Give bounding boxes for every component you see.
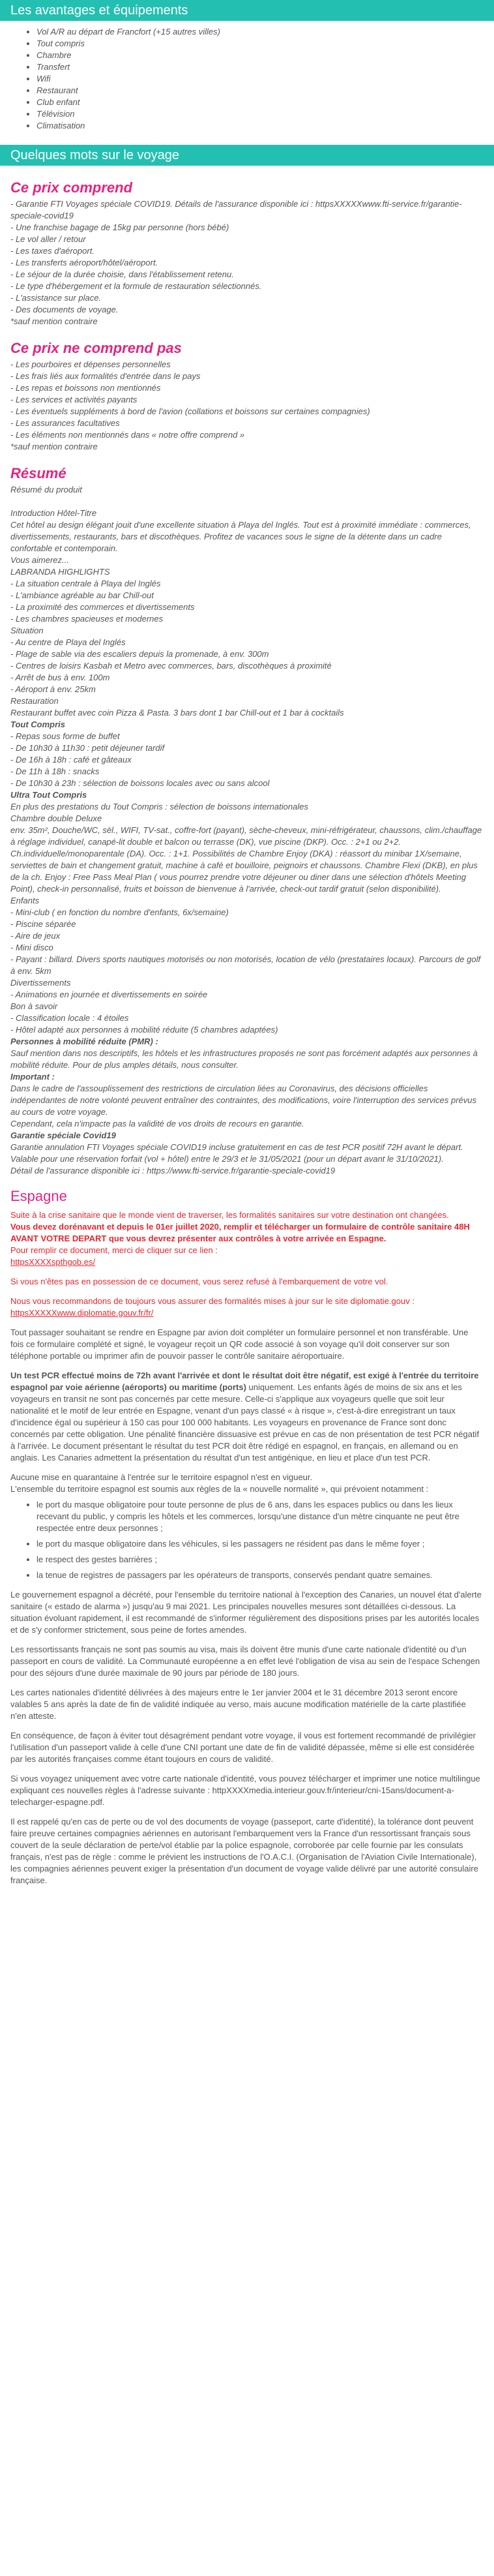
summary-line: - De 11h à 18h : snacks (10, 766, 100, 776)
requirements-intro: L'ensemble du territoire espagnol est soumis aux règles de la « nouvelle normalité », qui prévoient notamment : (10, 1484, 429, 1494)
requirements-list (10, 1499, 484, 1581)
summary-line: - Au centre de Playa del Inglés (10, 637, 126, 647)
summary-line: - Plage de sable via des escaliers depuis la promenade, à env. 300m (10, 649, 269, 659)
equipment-item: • Vol A/R au départ de Francfort (+15 autres villes) (36, 26, 484, 38)
excluded-item: *sauf mention contraire (10, 442, 98, 451)
summary-line: - L'ambiance agréable au bar Chill-out (10, 590, 154, 600)
equipment-item: • Wifi (36, 73, 484, 85)
summary-line: - Arrêt de bus à env. 100m (10, 673, 110, 682)
summary-line: Garantie annulation FTI Voyages spéciale COVID19 incluse gratuitement en cas de test PCR positif 72H avant le départ. (10, 1142, 463, 1152)
excluded-list (10, 359, 484, 453)
summary-line: Dans le cadre de l'assouplissement des restrictions de circulation liées au Coronavirus, des décisions officielles indépendantes de notre volonté peuvent entraîner des contraintes, des modifications, voire l'interruption des services prévus au cours de votre voyage. (10, 1083, 477, 1117)
diplomatie-notice (10, 1296, 484, 1319)
summary-line: Cependant, cela n'impacte pas la validité de vos droits de recours en garantie. (10, 1119, 304, 1129)
summary-line (10, 496, 484, 508)
requirement-item: • le port du masque obligatoire dans les véhicules, si les passagers ne résident pas dans le même foyer ; (36, 1538, 484, 1550)
summary-line: - Mini-club ( en fonction du nombre d'enfants, 6x/semaine) (10, 907, 229, 917)
excluded-item: - Les assurances facultatives (10, 418, 120, 428)
section-title-advantages: Les avantages et équipements (0, 0, 494, 21)
excluded-item: - Les services et activités payants (10, 395, 138, 404)
excluded-item: - Les éventuels suppléments à bord de l'avion (collations et boissons sur certaines compagnies) (10, 406, 370, 416)
equipment-item: • Transfert (36, 61, 484, 73)
summary-line: Vous aimerez... (10, 555, 69, 565)
sanitary-change-text: Suite à la crise sanitaire que le monde vient de traverser, les formalités sanitaires sur votre destination ont changées. (10, 1210, 449, 1220)
included-item: - Une franchise bagage de 15kg par personne (hors bébé) (10, 222, 229, 232)
pcr-paragraph (10, 1370, 484, 1464)
pcr-detail: uniquement. Les enfants âgés de moins de six ans et les voyageurs en transit ne sont pas concernés par cette mesure. Celle-ci s'applique aux voyageurs quelle que soit leur nationalité et le motif de leur entrée en Espagne, venant d'un pays classé « à risque », c'est-à-dire enregistrant un taux d'incidence égal ou supérieur à 150 cas pour 100 000 habitants. Les voyageurs en provenance de France sont donc concernés par cette obligation. Une pénalité financière dissuasive est prévue en cas de non présentation de test PCR négatif à l'arrivée. Le document présentant le résultat du test PCR doit être rédigé en espagnol, en français, en allemand ou en anglais. Les Canaries admettent la présentation du résultat d'un test antigénique, en lieu et place d'un test PCR. (10, 1382, 480, 1462)
equipment-item: • Restaurant (36, 85, 484, 97)
quarantine-line (10, 1472, 484, 1495)
pcr-bold: Un test PCR effectué moins de 72h avant l'arrivée et dont le résultat doit être négatif, est exigé à l'entrée du territoire espagnol par voie aérienne (aéroports) ou maritime (ports) (10, 1371, 479, 1392)
requirement-item: • le respect des gestes barrières ; (36, 1554, 484, 1566)
summary-line: Tout Compris (10, 720, 66, 729)
summary-line: - Animations en journée et divertissements en soirée (10, 990, 208, 999)
summary-line: - Payant : billard. Divers sports nautiques motorisés ou non motorisés, location de vélo (prestataires locaux). Parcours de golf à env. 5km (10, 954, 481, 976)
summary-line: Situation (10, 626, 44, 635)
closing-paragraph: Il est rappelé qu'en cas de perte ou de vol des documents de voyage (passeport, carte d'identité), la tolérance dont peuvent faire preuve certaines compagnies aériennes en autorisant l'embarquement vers la France d'un ressortissant français sous couvert de la seule déclaration de perte/vol établie par la police espagnole, corroborée par celle fournie par les consulats français, n'est pas de règle : comme le prévient les instructions de l'O.A.C.I. (Organisation de l'Aviation Civile Internationale), les compagnies aériennes peuvent exiger la présentation d'un document de voyage valide délivré par une autorité consulaire française. (10, 1817, 478, 1885)
summary-line: Cet hôtel au design élégant jouit d'une excellente situation à Playa del Inglés. Tout est à proximité immédiate : commerces, divertissements, restaurants, bars et discothèques. Profitez de vacances sous le signe de la détente dans un cadre confortable et contemporain. (10, 520, 471, 553)
excluded-item: - Les pourboires et dépenses personnelles (10, 359, 171, 369)
section-title-about-trip: Quelques mots sur le voyage (0, 145, 494, 166)
diplomatie-link[interactable]: httpsXXXXXwww.diplomatie.gouv.fr/fr/ (10, 1308, 154, 1318)
summary-line: Bon à savoir (10, 1001, 58, 1011)
included-title: Ce prix comprend (10, 179, 133, 196)
summary-line: En plus des prestations du Tout Compris : sélection de boissons internationales (10, 802, 308, 811)
included-list (10, 198, 484, 327)
summary-line: Restauration (10, 696, 59, 706)
summary-line: Introduction Hôtel-Titre (10, 508, 97, 518)
summary-line: - Classification locale : 4 étoiles (10, 1013, 129, 1023)
summary-line: Restaurant buffet avec coin Pizza & Pasta. 3 bars dont 1 bar Chill-out et 1 bar à cocktails (10, 708, 344, 718)
summary-line: - De 16h à 18h : café et gâteaux (10, 755, 132, 765)
summary-line: Enfants (10, 896, 40, 905)
summary-line: LABRANDA HIGHLIGHTS (10, 567, 110, 577)
form-link-label: Pour remplir ce document, merci de cliquer sur ce lien : (10, 1245, 218, 1255)
equipment-item: • Télévision (36, 108, 484, 120)
requirement-item: • la tenue de registres de passagers par les opérateurs de transports, conservés pendant quatre semaines. (36, 1569, 484, 1581)
summary-line: - De 10h30 à 23h : sélection de boissons locales avec ou sans alcool (10, 778, 270, 788)
included-item: - Le vol aller / retour (10, 234, 86, 244)
quarantine-text: Aucune mise en quarantaine à l'entrée sur le territoire espagnol n'est en vigueur. (10, 1472, 313, 1482)
equipment-item: • Chambre (36, 50, 484, 61)
summary-line: - Mini disco (10, 943, 53, 952)
summary-line: - Les chambres spacieuses et modernes (10, 614, 164, 624)
included-item: - Le type d'hébergement et la formule de restauration sélectionnés. (10, 281, 262, 291)
included-item: *sauf mention contraire (10, 316, 98, 326)
form-link[interactable]: httpsXXXXspthgob.es/ (10, 1257, 96, 1267)
summary-line: Divertissements (10, 978, 71, 988)
summary-line: env. 35m², Douche/WC, sèl., WIFI, TV-sat., coffre-fort (payant), sèche-cheveux, mini-réfrigérateur, chaussons, clim./chauffage à réglage individuel, canapé-lit double et balcon ou terrasse (DK), vue piscine (DKP). Occ. : 2+1 ou 2+2. Ch.individuelle/monoparentale (DA). Occ. : 1+1. Possibilités de Chambre Enjoy (DKA) : réassort du minibar 1X/semaine, serviettes de bain et changement gratuit, machine à café et bouilloire, peignoirs et chaussons. Chambre Flexi (DKB), en plus de la ch. Enjoy : Free Pass Meal Plan ( vous pourrez prendre votre déjeuner ou diner dans une sélection d'hôtels Meeting Point), check-in personnalisé, fruits et boisson de bienvenue à l'arrivée, check-out tardif gratuit (selon disponibilité). (10, 825, 482, 894)
equipment-item: • Tout compris (36, 38, 484, 50)
included-item: - Les taxes d'aéroport. (10, 246, 94, 256)
equipment-list (10, 26, 484, 132)
summary-line: Garantie spéciale Covid19 (10, 1130, 116, 1140)
equipment-item: • Club enfant (36, 97, 484, 108)
excluded-item: - Les repas et boissons non mentionnés (10, 383, 161, 393)
equipment-section (0, 21, 494, 140)
included-item: - Garantie FTI Voyages spéciale COVID19. Détails de l'assurance disponible ici : httpsXXXXXwww.fti-service.fr/garantie-speciale-covid19 (10, 199, 462, 220)
summary-line: Personnes à mobilité réduite (PMR) : (10, 1037, 158, 1046)
form-paragraph: Tout passager souhaitant se rendre en Espagne par avion doit compléter un formulaire personnel et non transférable. Une fois ce formulaire complété et signé, le voyageur reçoit un QR code associé à son voyage qu'il doit conserver sur son téléphone portable ou imprimer afin de pouvoir passer le contrôle sanitaire aéroportuaire. (10, 1327, 469, 1361)
summary-body (10, 496, 484, 1177)
summary-title: Résumé (10, 465, 66, 481)
summary-line: - La situation centrale à Playa del Inglés (10, 579, 161, 588)
summary-subtitle: Résumé du produit (10, 485, 82, 494)
spain-title: Espagne (10, 1188, 67, 1204)
closing-paragraphs (10, 1589, 484, 1887)
sanitary-form-requirement: Vous devez dorénavant et depuis le 01er juillet 2020, remplir et télécharger un formulaire de contrôle sanitaire 48H AVANT VOTRE DEPART que vous devrez présenter aux contrôles à votre arrivée en Espagne. (10, 1222, 470, 1243)
closing-paragraph: Les cartes nationales d'identité délivrées à des majeurs entre le 1er janvier 2004 et le 31 décembre 2013 seront encore valables 5 ans après la date de fin de validité indiquée au verso, mais aucune modification matérielle de la carte plastifiée n'en atteste. (10, 1688, 466, 1721)
included-item: - Les transferts aéroport/hôtel/aéroport. (10, 258, 158, 267)
summary-line: - Piscine séparée (10, 919, 76, 929)
summary-line: Chambre double Deluxe (10, 813, 102, 823)
requirement-item: • le port du masque obligatoire pour toute personne de plus de 6 ans, dans les espaces publics ou dans les lieux recevant du public, y compris les hôtels et les commerces, lorsqu'une distance d'un mètre cinquante ne peut être respectée entre deux personnes ; (36, 1499, 484, 1534)
summary-line: Valable pour une réservation forfait (vol + hôtel) entre le 29/3 et le 31/05/2021 (pour un départ avant le 31/10/2021). (10, 1154, 444, 1164)
summary-line: - De 10h30 à 11h30 : petit déjeuner tardif (10, 743, 165, 753)
summary-line: - Aire de jeux (10, 931, 61, 941)
summary-line: Détail de l'assurance disponible ici : https://www.fti-service.fr/garantie-speciale-covid19 (10, 1166, 336, 1175)
excluded-item: - Les frais liés aux formalités d'entrée dans le pays (10, 371, 201, 381)
summary-line: - Centres de loisirs Kasbah et Metro avec commerces, bars, discothèques à proximité (10, 661, 332, 671)
closing-paragraph: Le gouvernement espagnol a décrété, pour l'ensemble du territoire national à l'exception des Canaries, un nouvel état d'alerte sanitaire (« estado de alarma ») jusqu'au 9 mai 2021. Les principales nouvelles mesures sont détaillées ci-dessous. La situation évoluant rapidement, il est recommandé de s'informer régulièrement des dispositions prises par les autorités locales et de s'y conformer strictement, sous peine de fortes amendes. (10, 1590, 482, 1635)
closing-paragraph: Si vous voyagez uniquement avec votre carte nationale d'identité, vous pouvez télécharger et imprimer une notice multilingue expliquant ces nouvelles règles à l'adresse suivante : httpXXXXmedia.interieur.gouv.fr/interieur/cni-15ans/document-a-telecharger-espagne.pdf. (10, 1774, 480, 1807)
included-item: - Des documents de voyage. (10, 305, 119, 314)
refusal-warning: Si vous n'êtes pas en possession de ce document, vous serez refusé à l'embarquement de votre vol. (10, 1277, 388, 1286)
spain-sanitary-notice (10, 1209, 484, 1268)
trip-details (0, 166, 494, 1902)
summary-line: - La proximité des commerces et divertissements (10, 602, 195, 612)
summary-line: Ultra Tout Compris (10, 790, 87, 800)
summary-line: Important : (10, 1072, 55, 1082)
diplomatie-text: Nous vous recommandons de toujours vous assurer des formalités mises à jour sur le site diplomatie.gouv : (10, 1296, 414, 1306)
equipment-item: • Climatisation (36, 120, 484, 132)
included-item: - Le séjour de la durée choisie, dans l'établissement retenu. (10, 269, 234, 279)
excluded-item: - Les éléments non mentionnés dans « notre offre comprend » (10, 430, 245, 440)
closing-paragraph: Les ressortissants français ne sont pas soumis au visa, mais ils doivent être munis d'une carte nationale d'identité ou d'un passeport en cours de validité. La Communauté européenne a en effet levé l'obligation de visa au sein de l'espace Schengen pour des séjours d'une durée maximale de 90 jours par période de 180 jours. (10, 1644, 480, 1678)
summary-line: Sauf mention dans nos descriptifs, les hôtels et les infrastructures proposés ne sont pas forcément adaptés aux personnes à mobilité réduite. Pour de plus amples détails, nous consulter. (10, 1048, 478, 1070)
summary-line: - Repas sous forme de buffet (10, 731, 120, 741)
summary-line: - Aéroport à env. 25km (10, 684, 96, 694)
closing-paragraph: En conséquence, de façon à éviter tout désagrément pendant votre voyage, il vous est fortement recommandé de privilégier l'utilisation d'un passeport valide à celle d'une CNI portant une date de fin de validité dépassée, même si elle est considérée par les autorités françaises comme étant toujours en cours de validité. (10, 1731, 476, 1764)
excluded-title: Ce prix ne comprend pas (10, 340, 182, 356)
summary-line: - Hôtel adapté aux personnes à mobilité réduite (5 chambres adaptées) (10, 1025, 278, 1035)
included-item: - L'assistance sur place. (10, 293, 102, 303)
